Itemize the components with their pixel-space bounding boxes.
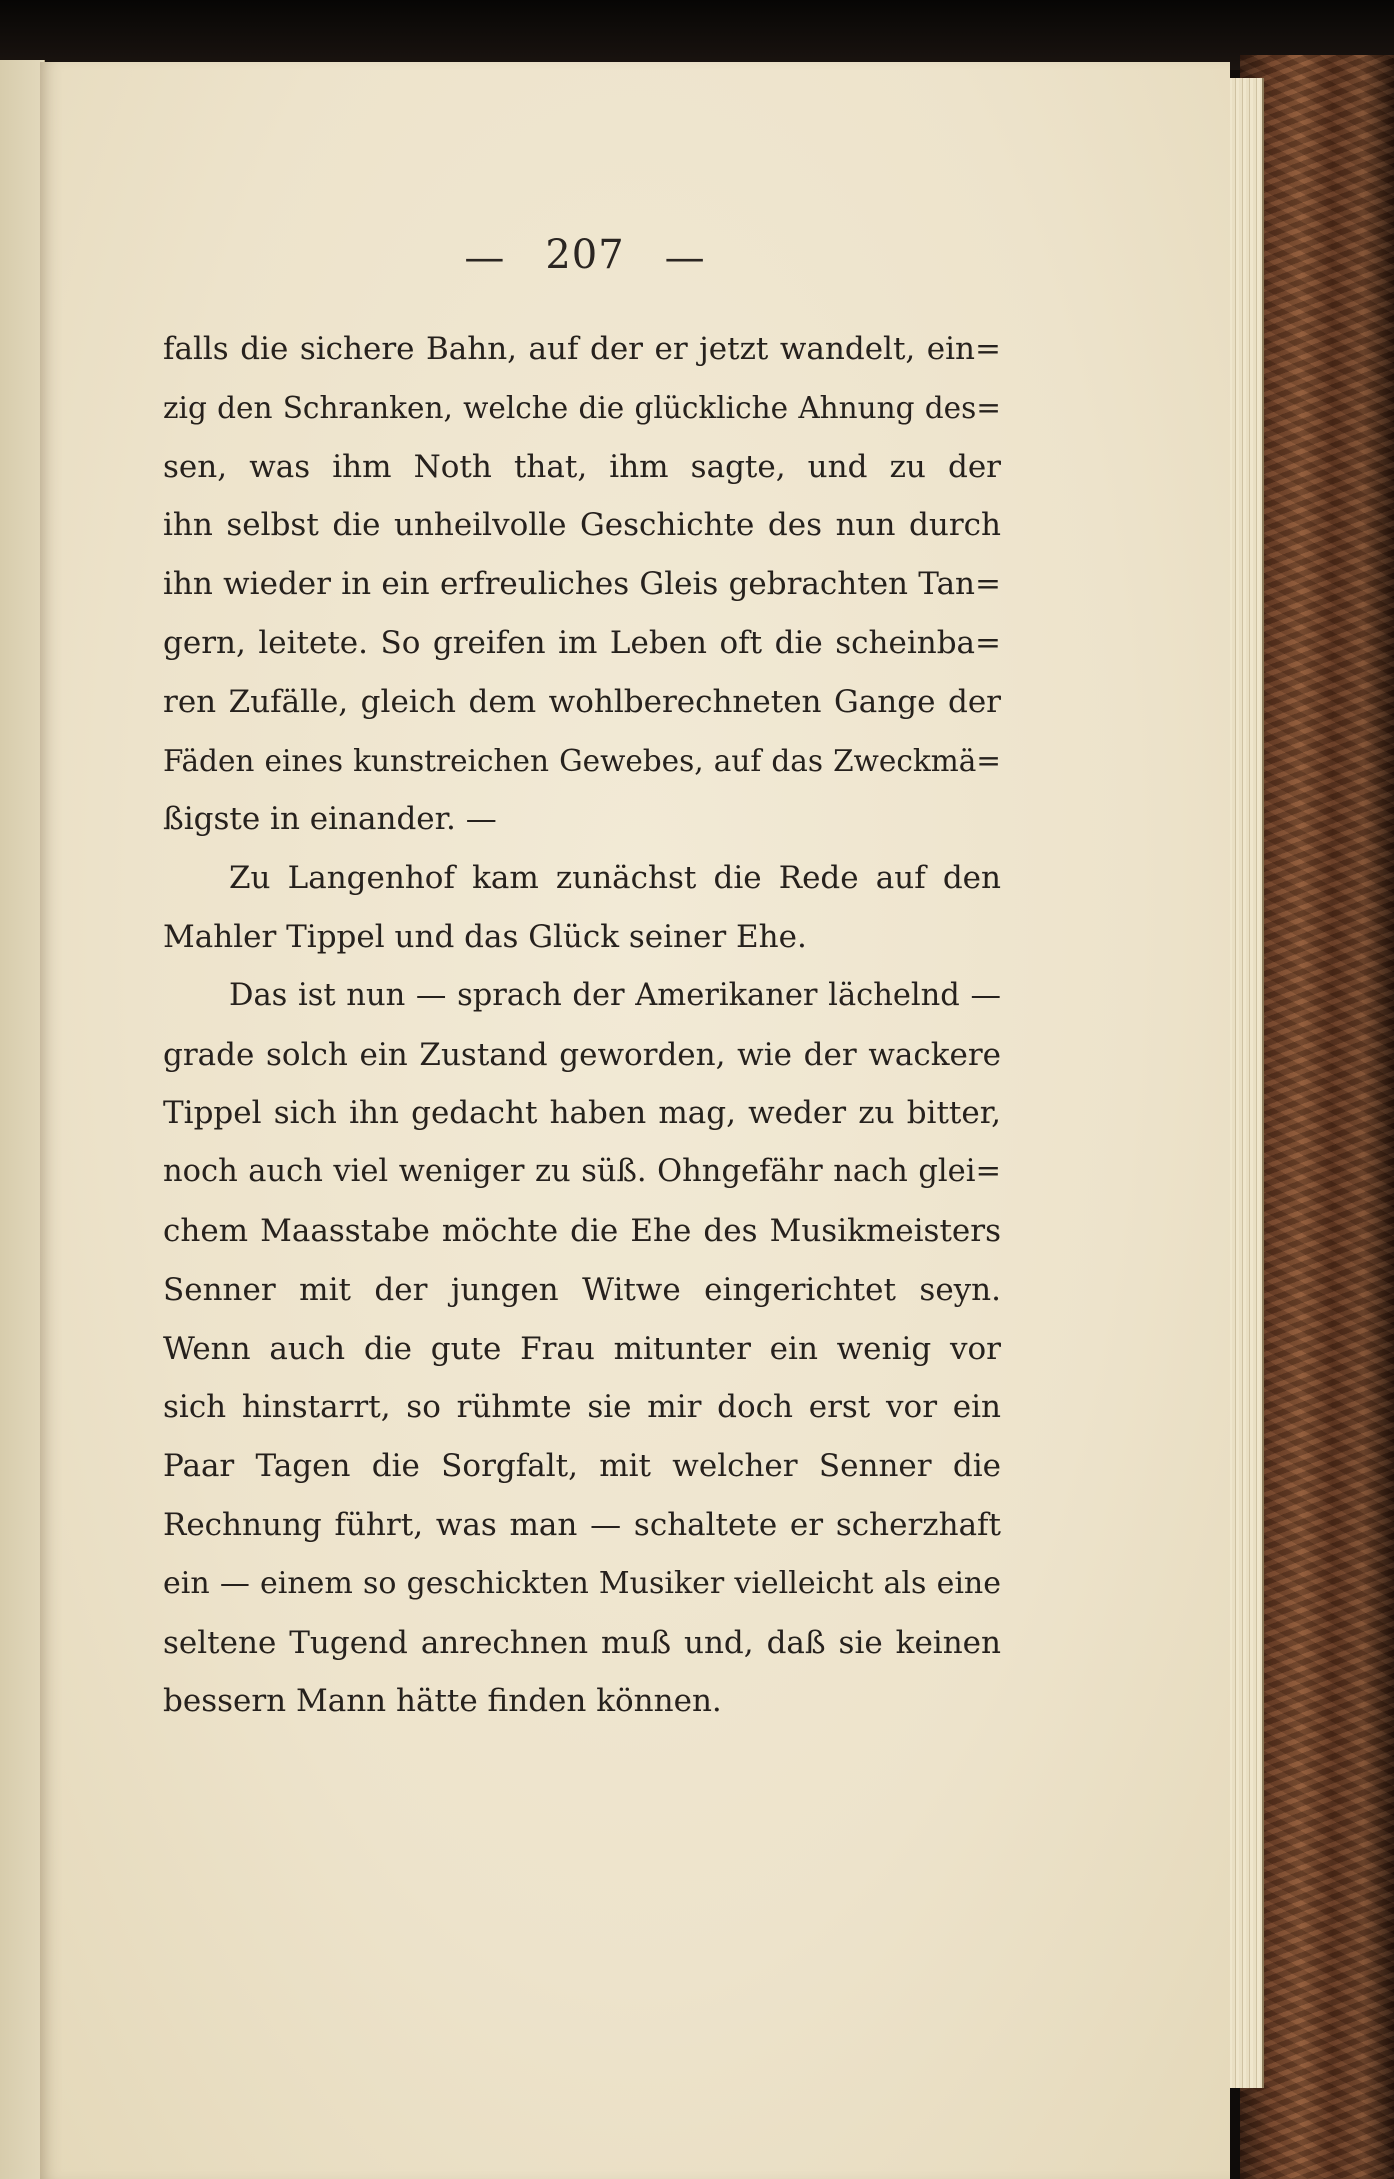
- text-line: Tippel sich ihn gedacht haben mag, weder zu bitter,: [163, 1095, 1001, 1132]
- text-line: falls die sichere Bahn, auf der er jetzt wandelt, ein=: [163, 331, 1001, 367]
- body-text: [163, 320, 1001, 1731]
- text-line: Zu Langenhof kam zunächst die Rede auf den: [229, 860, 1001, 897]
- header-dash-left: —: [464, 235, 506, 281]
- page-number: 207: [545, 232, 625, 278]
- text-line: ihn wieder in ein erfreuliches Gleis gebrachten Tan=: [163, 566, 1001, 603]
- text-line: Mahler Tippel und das Glück seiner Ehe.: [163, 918, 807, 955]
- text-line: ßigste in einander. —: [163, 801, 497, 838]
- text-line: ihn selbst die unheilvolle Geschichte des nun durch: [163, 507, 1001, 544]
- header-dash-right: —: [664, 235, 706, 281]
- text-line: Senner mit der jungen Witwe eingerichtet seyn.: [163, 1271, 1001, 1308]
- text-line: zig den Schranken, welche die glückliche Ahnung des=: [163, 390, 1001, 425]
- text-line: seltene Tugend anrechnen muß und, daß sie keinen: [163, 1624, 1001, 1661]
- text-line: chem Maasstabe möchte die Ehe des Musikmeisters: [163, 1212, 1001, 1249]
- text-line: gern, leitete. So greifen im Leben oft die scheinba=: [163, 624, 1001, 661]
- text-line: Paar Tagen die Sorgfalt, mit welcher Senner die: [163, 1448, 1001, 1485]
- binding-gutter: [0, 60, 45, 2179]
- text-line: Rechnung führt, was man — schaltete er scherzhaft: [163, 1506, 1001, 1543]
- text-line: sich hinstarrt, so rühmte sie mir doch erst vor ein: [163, 1389, 1001, 1426]
- text-line: noch auch viel weniger zu süß. Ohngefähr nach glei=: [163, 1154, 1001, 1190]
- background-top: [0, 0, 1394, 70]
- page-header: [440, 232, 730, 281]
- text-line: Wenn auch die gute Frau mitunter ein wenig vor: [163, 1330, 1001, 1367]
- text-line: ein — einem so geschickten Musiker vielleicht als eine: [163, 1565, 1001, 1601]
- text-line: Das ist nun — sprach der Amerikaner lächelnd —: [229, 977, 1001, 1013]
- text-line: bessern Mann hätte finden können.: [163, 1683, 722, 1720]
- text-line: ren Zufälle, gleich dem wohlberechneten Gange der: [163, 683, 1001, 720]
- text-line: grade solch ein Zustand geworden, wie der wackere: [163, 1036, 1001, 1073]
- text-line: sen, was ihm Noth that, ihm sagte, und zu der: [163, 448, 1001, 485]
- text-line: Fäden eines kunstreichen Gewebes, auf das Zweckmä=: [163, 743, 1001, 778]
